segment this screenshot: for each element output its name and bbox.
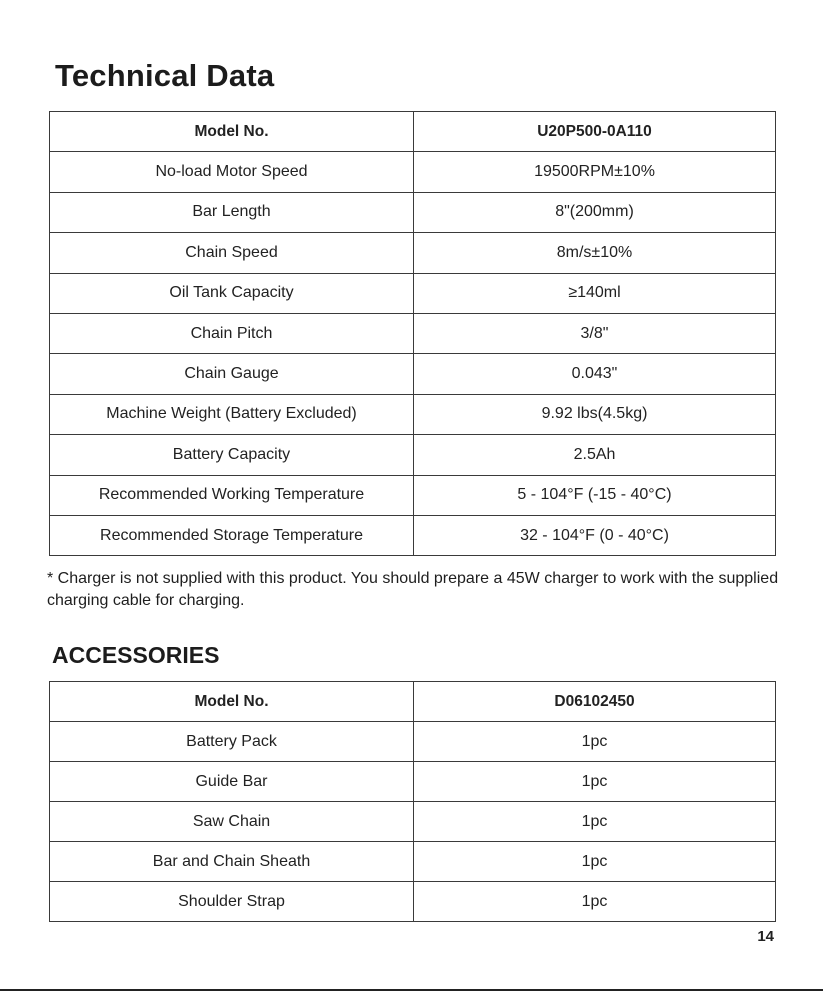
accessory-quantity: 1pc xyxy=(414,802,776,842)
accessory-quantity: 1pc xyxy=(414,762,776,802)
page-number: 14 xyxy=(757,928,774,945)
spec-value: 8m/s±10% xyxy=(414,233,776,273)
header-label: Model No. xyxy=(50,682,414,722)
charger-note: * Charger is not supplied with this product. You should prepare a 45W charger to work with the supplied charging cable for charging. xyxy=(47,570,779,609)
table-row xyxy=(50,394,776,434)
table-row xyxy=(50,435,776,475)
table-row xyxy=(50,273,776,313)
bottom-divider xyxy=(0,989,823,991)
table-row xyxy=(50,515,776,555)
table-row xyxy=(50,313,776,353)
spec-label: Chain Speed xyxy=(50,233,414,273)
spec-label: Oil Tank Capacity xyxy=(50,273,414,313)
accessory-name: Battery Pack xyxy=(50,722,414,762)
table-row xyxy=(50,152,776,192)
accessory-name: Shoulder Strap xyxy=(50,882,414,922)
table-row xyxy=(50,762,776,802)
header-label: Model No. xyxy=(50,112,414,152)
spec-value: 9.92 lbs(4.5kg) xyxy=(414,394,776,434)
accessory-quantity: 1pc xyxy=(414,722,776,762)
technical-data-table xyxy=(49,111,776,556)
table-row xyxy=(50,722,776,762)
table-row xyxy=(50,802,776,842)
spec-value: 0.043" xyxy=(414,354,776,394)
spec-value: 32 - 104°F (0 - 40°C) xyxy=(414,515,776,555)
spec-label: Recommended Storage Temperature xyxy=(50,515,414,555)
accessory-name: Guide Bar xyxy=(50,762,414,802)
technical-data-title: Technical Data xyxy=(55,58,275,93)
spec-label: Chain Gauge xyxy=(50,354,414,394)
table-row xyxy=(50,842,776,882)
spec-value: 3/8" xyxy=(414,313,776,353)
table-row xyxy=(50,192,776,232)
spec-label: Chain Pitch xyxy=(50,313,414,353)
accessories-title: ACCESSORIES xyxy=(52,642,220,668)
table-row xyxy=(50,354,776,394)
table-header-row xyxy=(50,682,776,722)
spec-value: 5 - 104°F (-15 - 40°C) xyxy=(414,475,776,515)
table-row xyxy=(50,882,776,922)
spec-value: 2.5Ah xyxy=(414,435,776,475)
spec-value: 8"(200mm) xyxy=(414,192,776,232)
spec-label: Battery Capacity xyxy=(50,435,414,475)
spec-label: Bar Length xyxy=(50,192,414,232)
table-row xyxy=(50,233,776,273)
accessories-table xyxy=(49,681,776,922)
spec-value: ≥140ml xyxy=(414,273,776,313)
header-value: D06102450 xyxy=(414,682,776,722)
accessory-name: Saw Chain xyxy=(50,802,414,842)
accessory-name: Bar and Chain Sheath xyxy=(50,842,414,882)
spec-label: No-load Motor Speed xyxy=(50,152,414,192)
table-header-row xyxy=(50,112,776,152)
header-value: U20P500-0A110 xyxy=(414,112,776,152)
spec-label: Machine Weight (Battery Excluded) xyxy=(50,394,414,434)
spec-value: 19500RPM±10% xyxy=(414,152,776,192)
accessory-quantity: 1pc xyxy=(414,842,776,882)
accessory-quantity: 1pc xyxy=(414,882,776,922)
table-row xyxy=(50,475,776,515)
spec-label: Recommended Working Temperature xyxy=(50,475,414,515)
